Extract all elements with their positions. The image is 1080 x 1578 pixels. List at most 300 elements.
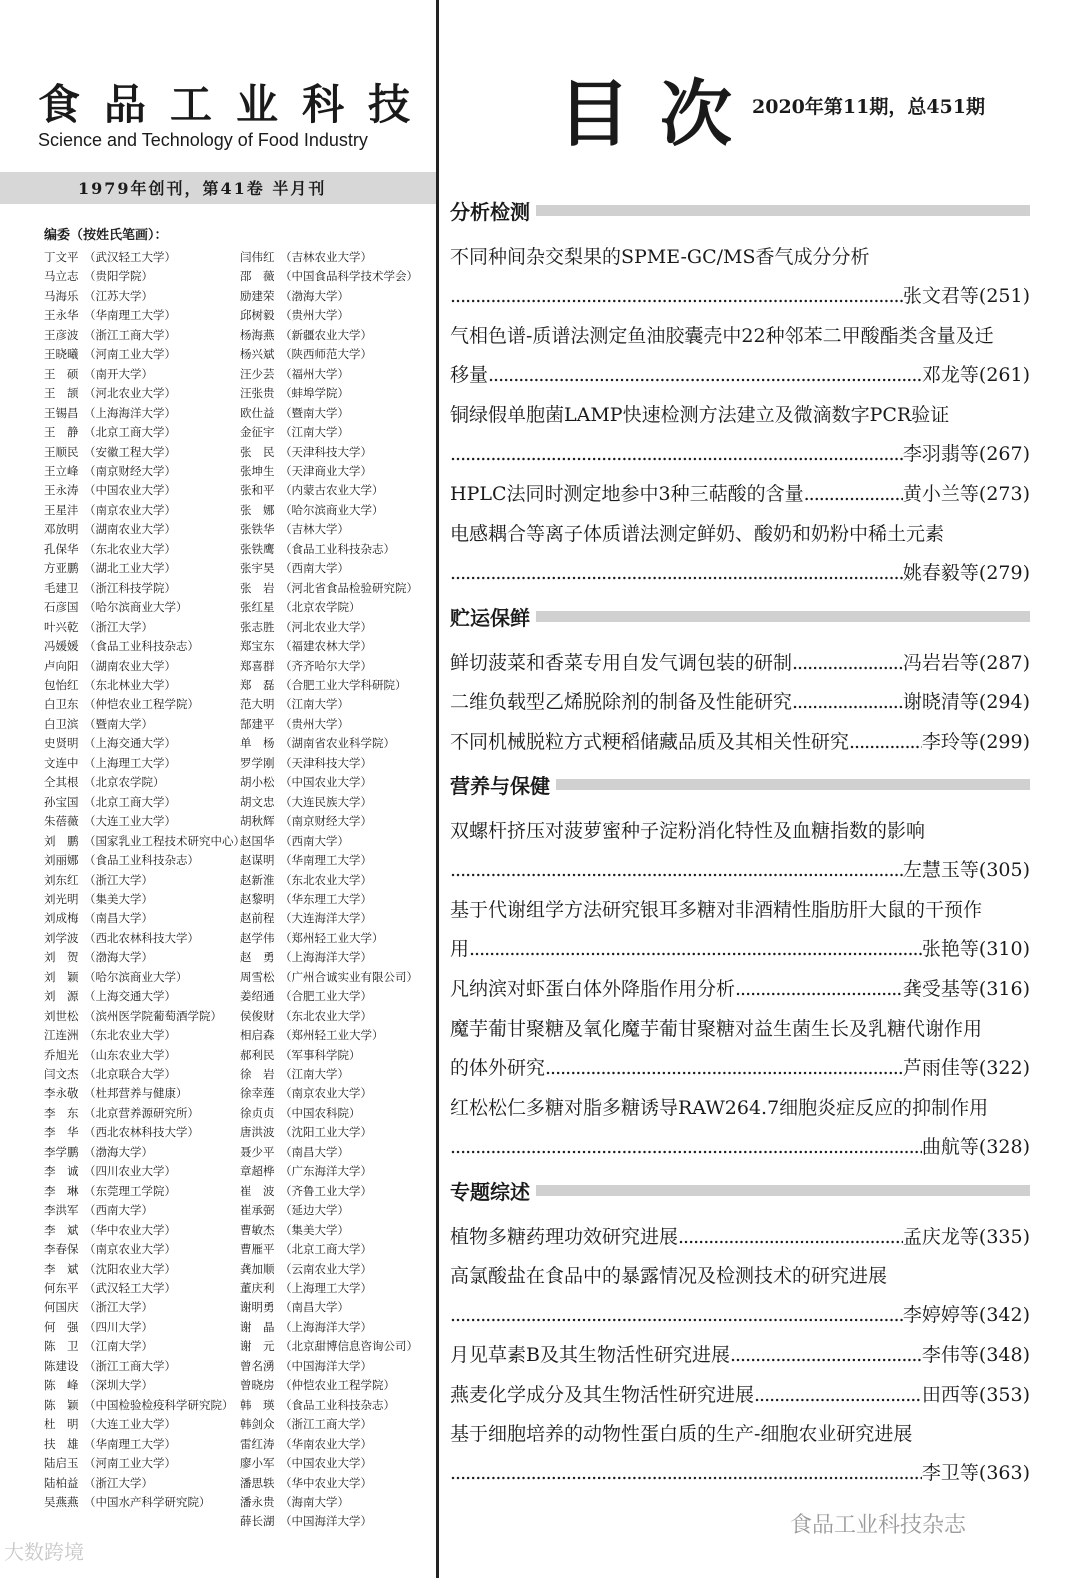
dot-leader [450, 1296, 903, 1335]
editor-entry [44, 1260, 245, 1279]
editor-institution: （中国海洋大学） [280, 1514, 372, 1529]
editor-entry [240, 832, 418, 851]
editor-institution: （郑州轻工业大学） [280, 1028, 384, 1043]
editor-entry [44, 1084, 245, 1103]
editor-entry [240, 1318, 418, 1337]
dot-leader [735, 970, 903, 1009]
editor-name: 曹雁平 [240, 1242, 275, 1257]
editor-entry [44, 1435, 245, 1454]
editor-entry [44, 773, 245, 792]
editor-entry [44, 1415, 245, 1434]
editor-institution: （滨州医学院葡萄酒学院） [84, 1008, 222, 1023]
editor-institution: （西南大学） [280, 561, 349, 576]
editor-entry [44, 306, 245, 325]
editor-name: 何 强 [44, 1319, 79, 1334]
editor-name: 吴燕燕 [44, 1495, 79, 1509]
editor-entry [44, 384, 245, 403]
editor-name: 李 琳 [44, 1183, 79, 1198]
entry-title-line: 高氯酸盐在食品中的暴露情况及检测技术的研究进展 [450, 1265, 888, 1287]
editor-entry [240, 579, 418, 598]
editor-name: 王 颉 [44, 386, 79, 401]
editor-institution: （广州合诚实业有限公司） [280, 969, 418, 984]
editor-entry [240, 384, 418, 403]
dot-leader [488, 356, 922, 395]
editor-institution: （沈阳工业大学） [280, 1125, 372, 1140]
toc-entry[interactable] [450, 475, 1030, 514]
toc-entry[interactable] [450, 683, 1030, 722]
journal-title-cn: 食品工业科技 [38, 80, 435, 129]
entry-author-page: 谢晓清等(294) [902, 691, 1030, 713]
editor-institution: （渤海大学） [280, 288, 349, 303]
editor-institution: （贵州大学） [280, 716, 349, 731]
editor-entry [44, 1396, 245, 1415]
toc-entry[interactable] [450, 238, 1030, 316]
editor-entry [44, 812, 245, 831]
editor-entry [44, 365, 245, 384]
editor-name: 曾晓房 [240, 1378, 275, 1393]
editor-name: 刘光明 [44, 891, 79, 906]
section-header [450, 770, 1030, 800]
editor-institution: （齐齐哈尔大学） [280, 658, 372, 673]
editor-institution: （食品工业科技杂志） [280, 1397, 395, 1412]
editor-entry [44, 657, 245, 676]
editor-entry [44, 676, 245, 695]
editor-name: 闫文杰 [44, 1067, 79, 1082]
editor-name: 徐 岩 [240, 1067, 275, 1082]
editor-entry [44, 1143, 245, 1162]
editor-institution: （上海海洋大学） [280, 950, 372, 965]
editor-institution: （合肥工业大学科研院） [280, 677, 407, 692]
editor-institution: （中国食品科学技术学会） [280, 269, 418, 284]
editor-entry [240, 1240, 418, 1259]
editor-institution: （武汉轻工大学） [84, 1281, 176, 1296]
editor-entry [44, 637, 245, 656]
editor-institution: （中国农科院） [280, 1105, 361, 1120]
toc-entry[interactable] [450, 970, 1030, 1009]
toc-entry[interactable] [450, 1336, 1030, 1375]
editor-institution: （北京工商大学） [84, 425, 176, 440]
editors-column-2 [240, 248, 418, 1532]
editor-entry [240, 695, 418, 714]
editor-institution: （湖北工业大学） [84, 561, 176, 576]
editor-name: 王锡昌 [44, 405, 79, 420]
editor-entry [240, 540, 418, 559]
editor-institution: （郑州轻工业大学） [280, 930, 384, 945]
toc-entry[interactable] [450, 1089, 1030, 1167]
toc-entry[interactable] [450, 396, 1030, 474]
editor-name: 李学鹏 [44, 1144, 79, 1159]
editor-name: 赵 勇 [240, 950, 275, 965]
editor-institution: （东北农业大学） [84, 1028, 176, 1043]
section-header [450, 602, 1030, 632]
editor-institution: （南京农业大学） [84, 1242, 176, 1257]
editor-institution: （河北农业大学） [84, 386, 176, 401]
editor-institution: （哈尔滨商业大学） [84, 600, 188, 615]
toc-entry[interactable] [450, 1376, 1030, 1415]
editor-entry [240, 871, 418, 890]
editor-entry [44, 443, 245, 462]
editor-institution: （江南大学） [280, 697, 349, 712]
editor-institution: （北京农学院） [84, 775, 165, 790]
editor-name: 李洪军 [44, 1203, 79, 1218]
editor-entry [44, 1065, 245, 1084]
editor-name: 章超桦 [240, 1164, 275, 1179]
editor-institution: （武汉轻工大学） [84, 250, 176, 264]
editor-name: 李 华 [44, 1125, 79, 1140]
editor-entry [240, 1337, 418, 1356]
editor-name: 王立峰 [44, 463, 79, 478]
editor-institution: （山东农业大学） [84, 1047, 176, 1062]
editor-institution: （浙江工商大学） [84, 327, 176, 342]
editor-name: 赵黎明 [240, 891, 275, 906]
editor-institution: （华南理工大学） [84, 1436, 176, 1451]
entry-author-page: 孟庆龙等(335) [902, 1225, 1030, 1248]
editor-entry [240, 1201, 418, 1220]
editor-name: 韩剑众 [240, 1417, 275, 1432]
editor-entry [44, 929, 245, 948]
editor-institution: （广东海洋大学） [280, 1164, 372, 1179]
editor-entry [44, 851, 245, 870]
editor-name: 王星沣 [44, 502, 79, 517]
editor-name: 张红星 [240, 600, 275, 615]
editor-entry [240, 1396, 418, 1415]
editor-institution: （上海理工大学） [84, 755, 176, 770]
editor-name: 文连中 [44, 755, 79, 770]
editor-name: 陆启玉 [44, 1456, 79, 1471]
dot-leader [450, 1128, 922, 1167]
entry-title-line: 凡纳滨对虾蛋白体外降脂作用分析 [450, 978, 736, 1000]
editor-entry [44, 1201, 245, 1220]
editor-entry [240, 481, 418, 500]
editor-institution: （食品工业科技杂志） [84, 853, 199, 868]
editor-institution: （杜邦营养与健康） [84, 1086, 188, 1101]
editor-name: 李 斌 [44, 1222, 79, 1237]
toc-entry[interactable] [450, 644, 1030, 683]
editor-name: 陈 颖 [44, 1397, 79, 1412]
entry-author-page: 邓龙等(261) [921, 364, 1030, 386]
editor-institution: （集美大学） [84, 891, 153, 906]
editor-name: 郜建平 [240, 716, 275, 731]
entry-title-line: 基于细胞培养的动物性蛋白质的生产-细胞农业研究进展 [450, 1423, 913, 1445]
editor-institution: （上海理工大学） [280, 1281, 372, 1296]
editor-name: 邵 薇 [240, 269, 275, 284]
editor-name: 谢 元 [240, 1339, 275, 1354]
editor-entry [240, 793, 418, 812]
editor-institution: （中国海洋大学） [280, 1358, 372, 1373]
editor-name: 励建荣 [240, 288, 275, 303]
editor-name: 陈建设 [44, 1358, 79, 1373]
editor-name: 徐贞贞 [240, 1105, 275, 1120]
editor-institution: （上海海洋大学） [280, 1319, 372, 1334]
editor-institution: （西北农林科技大学） [84, 930, 199, 945]
editor-entry [44, 559, 245, 578]
section-header [450, 196, 1030, 226]
editor-institution: （仲恺农业工程学院） [280, 1378, 395, 1393]
editor-institution: （北京甜博信息咨询公司） [280, 1339, 418, 1354]
editor-entry [240, 812, 418, 831]
editor-entry [240, 1435, 418, 1454]
editor-entry [240, 676, 418, 695]
editor-entry [44, 345, 245, 364]
editor-entry [44, 423, 245, 442]
editor-name: 毛建卫 [44, 580, 79, 595]
editor-institution: （西南大学） [280, 833, 349, 848]
dot-leader [469, 930, 922, 969]
editor-name: 扶 雄 [44, 1436, 79, 1451]
editor-name: 汪张贵 [240, 386, 275, 401]
editor-institution: （西南大学） [84, 1203, 153, 1218]
editor-institution: （福建农林大学） [280, 639, 372, 654]
editor-name: 张 岩 [240, 580, 275, 595]
editor-entry [44, 579, 245, 598]
issue-info: 2020年第11期，总451期 [752, 96, 985, 118]
editor-entry [240, 598, 418, 617]
editor-name: 冯媛媛 [44, 639, 79, 654]
editor-institution: （蚌埠学院） [280, 386, 349, 401]
editor-name: 王晓曦 [44, 347, 79, 362]
founded-info: 1979年创刊，第41卷 半月刊 [78, 179, 327, 198]
editor-entry [44, 1026, 245, 1045]
entry-title-line: 双螺杆挤压对菠萝蜜种子淀粉消化特性及血糖指数的影响 [450, 820, 926, 842]
editor-name: 周雪松 [240, 969, 275, 984]
editor-entry [44, 520, 245, 539]
editor-entry [240, 987, 418, 1006]
editor-entry [44, 326, 245, 345]
toc-column [450, 0, 1050, 1578]
editor-entry [44, 598, 245, 617]
editor-institution: （贵州大学） [280, 308, 349, 323]
entry-author-page: 芦雨佳等(322) [902, 1056, 1030, 1079]
editor-name: 杨兴斌 [240, 347, 275, 362]
entry-author-page: 张文君等(251) [902, 285, 1030, 307]
editor-entry [44, 1104, 245, 1123]
editor-entry [240, 968, 418, 987]
editor-entry [240, 306, 418, 325]
editor-entry [44, 618, 245, 637]
toc-entry[interactable] [450, 515, 1030, 593]
dot-leader [545, 1049, 903, 1088]
editor-entry [240, 657, 418, 676]
editor-institution: （河北农业大学） [280, 619, 372, 634]
editor-entry [240, 637, 418, 656]
toc-entry[interactable] [450, 1218, 1030, 1257]
editor-name: 胡小松 [240, 775, 275, 790]
editor-entry [44, 987, 245, 1006]
entry-title-line: 气相色谱-质谱法测定鱼油胶囊壳中22种邻苯二甲酸酯类含量及迁 [450, 325, 994, 347]
editor-name: 赵学伟 [240, 930, 275, 945]
editor-entry [240, 1357, 418, 1376]
editor-name: 谢 晶 [240, 1319, 275, 1334]
editor-institution: （华中农业大学） [280, 1475, 372, 1490]
editor-institution: （湖南省农业科学院） [280, 736, 395, 751]
editor-name: 张宇昊 [240, 561, 275, 576]
editor-name: 乔旭光 [44, 1047, 79, 1062]
editor-name: 何国庆 [44, 1300, 79, 1315]
editor-name: 李 诚 [44, 1164, 79, 1179]
editor-institution: （哈尔滨商业大学） [84, 969, 188, 984]
editor-institution: （浙江大学） [84, 872, 153, 887]
editor-institution: （四川大学） [84, 1319, 153, 1334]
masthead-column [0, 0, 436, 1578]
editor-name: 卢向阳 [44, 658, 79, 673]
toc-entry[interactable] [450, 1415, 1030, 1493]
editor-name: 姜绍通 [240, 989, 275, 1004]
editor-institution: （军事科学院） [280, 1047, 361, 1062]
editor-entry [240, 715, 418, 734]
column-divider [436, 0, 439, 1578]
editor-name: 郑喜群 [240, 658, 275, 673]
editor-institution: （华南理工大学） [280, 853, 372, 868]
editor-entry [240, 1493, 418, 1512]
entry-author-page: 龚受基等(316) [902, 978, 1030, 1000]
editor-name: 孙宝国 [44, 794, 79, 809]
editor-name: 侯俊财 [240, 1008, 275, 1023]
editor-name: 汪少芸 [240, 366, 275, 381]
entry-title-line: 基于代谢组学方法研究银耳多糖对非酒精性脂肪肝大鼠的干预作 [450, 899, 983, 921]
toc-entry[interactable] [450, 317, 1030, 395]
editor-name: 潘思轶 [240, 1475, 275, 1490]
editor-institution: （大连民族大学） [280, 794, 372, 809]
editor-entry [44, 248, 245, 267]
editor-institution: （合肥工业大学） [280, 989, 372, 1004]
editor-institution: （河南工业大学） [84, 1456, 176, 1471]
editor-entry [240, 929, 418, 948]
toc-entry[interactable] [450, 1010, 1030, 1088]
editor-entry [240, 1026, 418, 1045]
toc-entry[interactable] [450, 812, 1030, 890]
editor-entry [44, 540, 245, 559]
toc-entry[interactable] [450, 1257, 1030, 1335]
editor-name: 邓放明 [44, 522, 79, 537]
editor-name: 张 娜 [240, 502, 275, 517]
editor-name: 相启森 [240, 1028, 275, 1043]
editor-institution: （吉林大学） [280, 522, 349, 537]
toc-entry[interactable] [450, 723, 1030, 762]
editor-institution: （浙江大学） [84, 1475, 153, 1490]
editor-institution: （华中农业大学） [84, 1222, 176, 1237]
editor-institution: （中国农业大学） [280, 775, 372, 790]
editor-institution: （云南农业大学） [280, 1261, 372, 1276]
editor-institution: （湖南农业大学） [84, 522, 176, 537]
editors-title: 编委（按姓氏笔画）： [44, 228, 168, 243]
dot-leader [849, 723, 922, 762]
editor-institution: （北京农学院） [280, 600, 361, 615]
entry-title-line: 燕麦化学成分及其生物活性研究进展 [450, 1383, 755, 1406]
editor-entry [240, 462, 418, 481]
editor-institution: （华东理工大学） [280, 891, 372, 906]
editor-entry [240, 501, 418, 520]
editor-name: 王彦波 [44, 327, 79, 342]
editor-name: 包怡红 [44, 677, 79, 692]
editor-institution: （天津商业大学） [280, 463, 372, 478]
entry-title-line: 铜绿假单胞菌LAMP快速检测方法建立及微滴数字PCR验证 [450, 404, 950, 426]
editor-entry [44, 890, 245, 909]
editor-entry [240, 1065, 418, 1084]
editor-name: 谢明勇 [240, 1300, 275, 1315]
editor-institution: （南开大学） [84, 366, 153, 381]
editor-name: 张铁鹰 [240, 541, 275, 556]
editor-name: 唐洪波 [240, 1125, 275, 1140]
editor-institution: （北京联合大学） [84, 1067, 176, 1082]
editor-entry [44, 1046, 245, 1065]
editor-institution: （北京工商大学） [84, 794, 176, 809]
editor-name: 刘丽娜 [44, 853, 79, 868]
editor-name: 郑宝东 [240, 639, 275, 654]
editor-entry [44, 1318, 245, 1337]
editor-entry [44, 1493, 245, 1512]
editor-name: 李春保 [44, 1242, 79, 1257]
editor-name: 薛长湖 [240, 1514, 275, 1529]
editor-entry [240, 267, 418, 286]
editor-name: 李 斌 [44, 1261, 79, 1276]
editor-institution: （中国农业大学） [280, 1456, 372, 1471]
editor-name: 金征宇 [240, 425, 275, 440]
editor-institution: （浙江科技学院） [84, 580, 176, 595]
editor-name: 何东平 [44, 1281, 79, 1296]
editor-entry [240, 1123, 418, 1142]
editor-institution: （东北农业大学） [280, 1008, 372, 1023]
editor-institution: （暨南大学） [84, 716, 153, 731]
editor-institution: （渤海大学） [84, 1144, 153, 1159]
editor-entry [240, 345, 418, 364]
editor-name: 胡文忠 [240, 794, 275, 809]
editor-name: 陆柏益 [44, 1475, 79, 1490]
editor-institution: （东北农业大学） [280, 872, 372, 887]
editor-entry [240, 754, 418, 773]
toc-entry[interactable] [450, 891, 1030, 969]
editor-institution: （深圳大学） [84, 1378, 153, 1393]
editor-name: 郝利民 [240, 1047, 275, 1062]
editor-entry [44, 501, 245, 520]
editor-entry [44, 734, 245, 753]
editor-institution: （南京财经大学） [84, 463, 176, 478]
dot-leader [730, 1336, 922, 1375]
editor-entry [44, 754, 245, 773]
editor-name: 张铁华 [240, 522, 275, 537]
entry-title-line: 红松松仁多糖对脂多糖诱导RAW264.7细胞炎症反应的抑制作用 [450, 1096, 989, 1119]
editor-institution: （浙江大学） [84, 619, 153, 634]
editor-institution: （上海交通大学） [84, 989, 176, 1004]
editor-name: 邱树毅 [240, 308, 275, 323]
editor-entry [240, 1279, 418, 1298]
editor-name: 徐幸莲 [240, 1086, 275, 1101]
editor-institution: （华南农业大学） [280, 1436, 372, 1451]
editor-entry [240, 1474, 418, 1493]
editor-entry [240, 1182, 418, 1201]
editor-name: 王顺民 [44, 444, 79, 459]
editor-name: 叶兴乾 [44, 619, 79, 634]
editor-name: 范大明 [240, 697, 275, 712]
dot-leader [792, 644, 903, 683]
editor-name: 李 东 [44, 1105, 79, 1120]
editor-name: 江连洲 [44, 1028, 79, 1043]
editor-entry [240, 890, 418, 909]
editor-name: 赵前程 [240, 911, 275, 926]
editor-name: 廖小军 [240, 1456, 275, 1471]
entry-author-page: 李卫等(363) [921, 1462, 1030, 1484]
section-title: 分析检测 [450, 196, 536, 225]
entry-title-line: 的体外研究 [450, 1056, 546, 1079]
entry-title-line: 鲜切菠菜和香菜专用自发气调包装的研制 [450, 651, 793, 674]
editor-name: 王 硕 [44, 366, 79, 381]
editor-name: 龚加顺 [240, 1261, 275, 1276]
editor-entry [240, 1162, 418, 1181]
editor-institution: （东莞理工学院） [84, 1183, 176, 1198]
editor-entry [240, 1143, 418, 1162]
entry-title-line: 月见草素B及其生物活性研究进展 [450, 1344, 730, 1366]
editor-entry [44, 1240, 245, 1259]
editor-name: 马海乐 [44, 288, 79, 303]
